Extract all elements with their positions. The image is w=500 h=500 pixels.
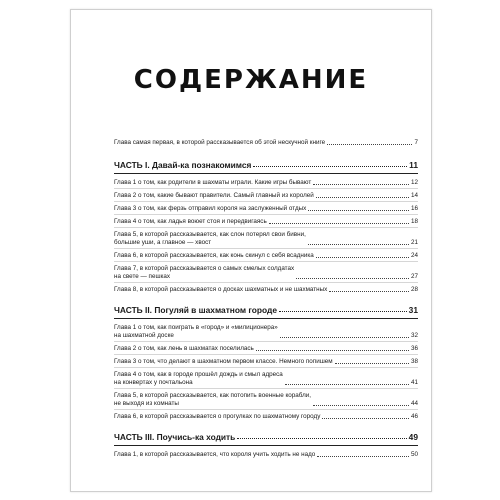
entry-page: 27	[410, 273, 418, 280]
entry-text: Глава 3 о том, как ферзь отправил короля на заслуженный отдых	[114, 205, 307, 212]
toc-entry	[114, 218, 418, 228]
entry-text: Глава 2 о том, как лень в шахматах поселилась	[114, 345, 254, 352]
dot-leader	[308, 210, 409, 211]
dot-leader	[253, 166, 407, 167]
entry-page: 28	[410, 286, 418, 293]
entry-page: 18	[410, 218, 418, 225]
entry-page: 7	[414, 139, 418, 146]
toc-entry	[114, 392, 418, 410]
dot-leader	[285, 384, 409, 385]
dot-leader	[316, 257, 409, 258]
dot-leader	[256, 350, 409, 351]
entry-text: Глава 1, в которой рассказывается, что короля учить ходить не надо	[114, 451, 316, 458]
part-title-row	[114, 305, 418, 315]
dot-leader	[335, 363, 409, 364]
part-title: ЧАСТЬ II. Погуляй в шахматном городе	[114, 305, 277, 315]
table-of-contents	[114, 139, 418, 463]
dot-leader	[322, 418, 409, 419]
part-2-chapters	[114, 324, 418, 422]
part-3-chapters	[114, 451, 418, 460]
part-2-heading	[114, 305, 418, 319]
toc-entry	[114, 231, 418, 249]
part-title: ЧАСТЬ I. Давай-ка познакомимся	[114, 160, 252, 170]
toc-entry	[114, 345, 418, 355]
entry-text: Глава самая первая, в которой рассказывается об этой нескучной книге	[114, 139, 326, 146]
toc-entry	[114, 371, 418, 389]
entry-text: Глава 5, в которой рассказывается, как слон потерял свои бивни, большие уши, а главное — хвост	[114, 231, 306, 246]
part-page: 31	[408, 305, 418, 315]
book-page	[70, 9, 432, 492]
entry-page: 41	[410, 379, 418, 386]
toc-entry	[114, 324, 418, 342]
toc-entry-intro	[114, 139, 418, 147]
dot-leader	[329, 291, 409, 292]
entry-page: 36	[410, 345, 418, 352]
part-1-chapters	[114, 179, 418, 295]
part-title: ЧАСТЬ III. Поучись-ка ходить	[114, 432, 236, 442]
part-3-heading	[114, 432, 418, 446]
toc-entry	[114, 205, 418, 215]
entry-text: Глава 7, в которой рассказывается о самых смелых солдатах на свете — пешках	[114, 265, 295, 280]
entry-text: Глава 3 о том, что делают в шахматном первом классе. Немного попишем	[114, 358, 333, 365]
entry-page: 21	[410, 239, 418, 246]
entry-text: Глава 4 о том, как ладья воюет стоя и передвигаясь	[114, 218, 267, 225]
part-1-heading	[114, 160, 418, 174]
entry-page: 44	[410, 400, 418, 407]
dot-leader	[269, 223, 409, 224]
part-title-row	[114, 160, 418, 170]
entry-page: 12	[410, 179, 418, 186]
toc-entry	[114, 179, 418, 189]
dot-leader	[237, 438, 406, 439]
part-page: 11	[409, 160, 418, 170]
entry-page: 16	[410, 205, 418, 212]
dot-leader	[313, 405, 409, 406]
entry-page: 32	[410, 332, 418, 339]
part-title-row	[114, 432, 418, 442]
part-page: 49	[408, 432, 418, 442]
dot-leader	[317, 456, 409, 457]
dot-leader	[308, 244, 409, 245]
dot-leader	[279, 311, 407, 312]
toc-entry	[114, 252, 418, 262]
entry-text: Глава 6, в которой рассказывается, как конь скинул с себя всадника	[114, 252, 314, 259]
dot-leader	[316, 197, 409, 198]
toc-entry	[114, 358, 418, 368]
toc-entry	[114, 265, 418, 283]
entry-page: 46	[410, 413, 418, 420]
entry-page: 38	[410, 358, 418, 365]
dot-leader	[327, 144, 412, 145]
section-spacer	[114, 425, 418, 432]
toc-entry	[114, 413, 418, 422]
entry-page: 50	[410, 451, 418, 458]
entry-text: Глава 1 о том, как поиграть в «город» и «милиционера» на шахматной доске	[114, 324, 278, 339]
entry-text: Глава 2 о том, какие бывают правители. Самый главный из королей	[114, 192, 314, 199]
dot-leader	[280, 337, 409, 338]
entry-text: Глава 4 о том, как в городе прошёл дождь и смыл адреса на конвертах у почтальона	[114, 371, 283, 386]
dot-leader	[313, 184, 409, 185]
dot-leader	[296, 278, 409, 279]
page-title: СОДЕРЖАНИЕ	[133, 65, 369, 95]
entry-text: Глава 8, в которой рассказывается о досках шахматных и не шахматных	[114, 286, 328, 293]
section-spacer	[114, 298, 418, 305]
entry-text: Глава 6, в которой рассказывается о прогулках по шахматному городу	[114, 413, 321, 420]
toc-entry	[114, 192, 418, 202]
entry-page: 14	[410, 192, 418, 199]
entry-text: Глава 1 о том, как родители в шахматы играли. Какие игры бывают	[114, 179, 312, 186]
toc-entry	[114, 286, 418, 295]
entry-text: Глава 5, в которой рассказывается, как потопить военные корабли, не выходя из комнаты	[114, 392, 312, 407]
entry-page: 24	[410, 252, 418, 259]
toc-entry	[114, 451, 418, 460]
